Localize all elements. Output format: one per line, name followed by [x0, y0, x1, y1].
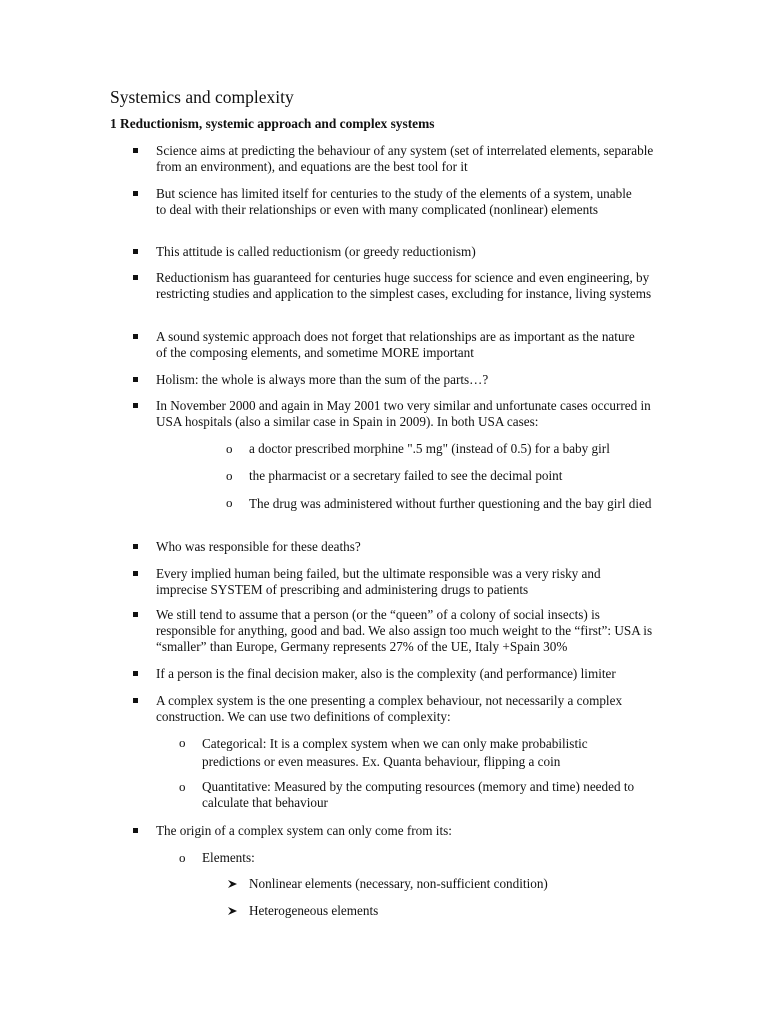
list-item: o Categorical: It is a complex system when we can only make probabilistic predictions or even measures. Ex. Quanta behaviour, flipping a coin: [179, 735, 588, 769]
list-item: o Elements:: [179, 850, 255, 865]
square-bullet-icon: [133, 191, 138, 196]
list-item: o Quantitative: Measured by the computing resources (memory and time) needed to calculate that behaviour: [179, 779, 635, 810]
list-item: o The drug was administered without further questioning and the bay girl died: [226, 495, 652, 511]
list-item: Reductionism has guaranteed for centuries huge success for science and even engineering, by restricting studies and application to the simplest cases, excluding for instance, living systems: [156, 270, 656, 302]
list-item: Every implied human being failed, but the ultimate responsible was a very risky and imprecise SYSTEM of prescribing and administering drugs to patients: [156, 566, 646, 598]
circle-bullet-icon: o: [179, 779, 186, 794]
square-bullet-icon: [133, 377, 138, 382]
list-item: Science aims at predicting the behaviour of any system (set of interrelated elements, separable from an environment), and equations are the best tool for it: [156, 143, 656, 175]
list-item: o the pharmacist or a secretary failed to see the decimal point: [226, 468, 563, 483]
list-item: This attitude is called reductionism (or greedy reductionism): [156, 244, 656, 260]
square-bullet-icon: [133, 544, 138, 549]
list-item: Nonlinear elements (necessary, non-sufficient condition): [249, 876, 669, 892]
list-item: In November 2000 and again in May 2001 two very similar and unfortunate cases occurred in USA hospitals (also a similar case in Spain in 2009). In both USA cases:: [156, 398, 656, 430]
circle-bullet-icon: o: [226, 495, 233, 510]
circle-bullet-icon: o: [226, 468, 233, 483]
circle-bullet-icon: o: [179, 735, 186, 750]
circle-bullet-icon: o: [179, 850, 186, 865]
list-item: Heterogeneous elements: [249, 903, 669, 919]
list-item: A sound systemic approach does not forget that relationships are as important as the nature of the composing elements, and sometime MORE important: [156, 329, 646, 361]
arrow-bullet-icon: [226, 876, 240, 892]
list-item: If a person is the final decision maker, also is the complexity (and performance) limiter: [156, 666, 676, 682]
list-item: A complex system is the one presenting a complex behaviour, not necessarily a complex construction. We can use two definitions of complexity:: [156, 693, 626, 725]
square-bullet-icon: [133, 334, 138, 339]
square-bullet-icon: [133, 671, 138, 676]
page-title: Systemics and complexity: [110, 87, 294, 107]
square-bullet-icon: [133, 571, 138, 576]
list-item: o a doctor prescribed morphine ".5 mg" (instead of 0.5) for a baby girl: [226, 441, 610, 456]
list-item: Who was responsible for these deaths?: [156, 539, 656, 555]
list-item: But science has limited itself for centuries to the study of the elements of a system, unable to deal with their relationships or even with many complicated (nonlinear) elements: [156, 186, 636, 218]
square-bullet-icon: [133, 148, 138, 153]
square-bullet-icon: [133, 403, 138, 408]
arrow-bullet-icon: [226, 903, 240, 919]
square-bullet-icon: [133, 698, 138, 703]
square-bullet-icon: [133, 612, 138, 617]
list-item: Holism: the whole is always more than the sum of the parts…?: [156, 372, 656, 388]
square-bullet-icon: [133, 828, 138, 833]
section-heading: 1 Reductionism, systemic approach and complex systems: [110, 116, 435, 131]
list-item: The origin of a complex system can only come from its:: [156, 823, 656, 839]
circle-bullet-icon: o: [226, 441, 233, 456]
square-bullet-icon: [133, 275, 138, 280]
list-item: We still tend to assume that a person (or the “queen” of a colony of social insects) is responsible for anything, good and bad. We also assign too much weight to the “first”: USA is “smaller” than Europe, Germany represents 27% of the UE, Italy +Spain 30%: [156, 607, 656, 655]
square-bullet-icon: [133, 249, 138, 254]
